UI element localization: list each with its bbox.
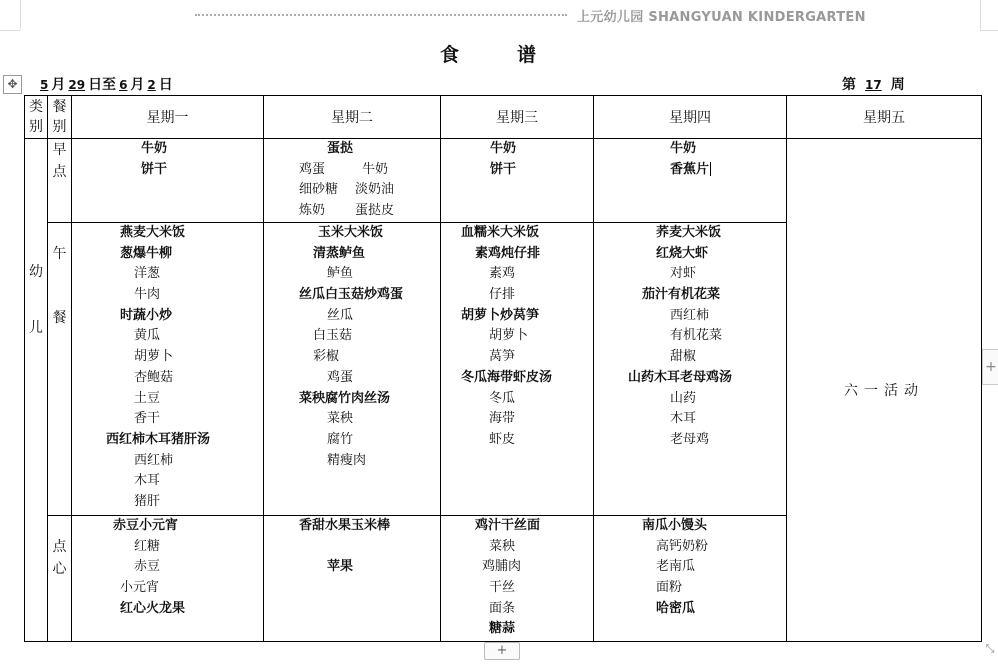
month-char: 月: [130, 77, 145, 93]
table-move-handle-icon[interactable]: ✥: [3, 75, 22, 94]
week-value: 17: [865, 78, 882, 92]
header-dotted-line: [195, 14, 567, 16]
month-char: 月: [51, 77, 66, 93]
lunch-thursday[interactable]: 荞麦大米饭 红烧大虾 对虾 茄汁有机花菜 西红柿 有机花菜 甜椒 山药木耳老母鸡汤 山药 木耳 老母鸡: [594, 223, 787, 516]
header-friday: 星期五: [787, 96, 982, 139]
header-brand: 上元幼儿园 SHANGYUAN KINDERGARTEN: [577, 10, 866, 25]
margin-mark: [980, 30, 998, 31]
category-cell: 幼 儿: [25, 139, 48, 642]
snack-thursday[interactable]: 南瓜小馒头 高钙奶粉 老南瓜 面粉 哈密瓜: [594, 516, 787, 642]
breakfast-wednesday[interactable]: 牛奶 饼干: [441, 139, 594, 223]
breakfast-thursday[interactable]: 牛奶 香蕉片: [594, 139, 787, 223]
end-month: 6: [119, 78, 128, 92]
table-resize-icon[interactable]: ⤡: [985, 642, 995, 655]
header-wednesday: 星期三: [441, 96, 594, 139]
page-title: [440, 40, 538, 67]
margin-mark: [0, 30, 20, 31]
header-monday: 星期一: [72, 96, 264, 139]
start-month: 5: [40, 78, 49, 92]
header-thursday: 星期四: [594, 96, 787, 139]
title-char-2: 谱: [517, 44, 539, 66]
lunch-wednesday[interactable]: 血糯米大米饭 素鸡炖仔排 素鸡 仔排 胡萝卜炒莴笋 胡萝卜 莴笋 冬瓜海带虾皮汤 冬瓜 海带 虾皮: [441, 223, 594, 516]
margin-mark: [980, 0, 981, 30]
meal-snack: 点 心: [48, 516, 72, 642]
week-prefix: 第: [842, 77, 856, 93]
start-day: 29: [68, 78, 86, 92]
header-tuesday: 星期二: [264, 96, 441, 139]
date-range: [37, 74, 173, 94]
breakfast-tuesday[interactable]: 蛋挞 鸡蛋 牛奶 细砂糖 淡奶油 炼奶 蛋挞皮: [264, 139, 441, 223]
snack-monday[interactable]: 赤豆小元宵 红糖 赤豆 小元宵 红心火龙果: [72, 516, 264, 642]
day-char: 日: [158, 77, 173, 93]
header-category: 类 别: [25, 96, 48, 139]
add-row-plus-icon[interactable]: +: [484, 642, 520, 660]
end-day: 2: [147, 78, 156, 92]
snack-tuesday[interactable]: 香甜水果玉米棒 苹果: [264, 516, 441, 642]
week-suffix: 周: [890, 77, 905, 93]
margin-mark: [20, 0, 21, 30]
header-meal: 餐 别: [48, 96, 72, 139]
lunch-monday[interactable]: 燕麦大米饭 葱爆牛柳 洋葱 牛肉 时蔬小炒 黄瓜 胡萝卜 杏鲍菇 土豆 香干 西红柿木耳猪肝汤 西红柿 木耳 猪肝: [72, 223, 264, 516]
snack-wednesday[interactable]: 鸡汁干丝面 菜秧 鸡脯肉 干丝 面条 糖蒜: [441, 516, 594, 642]
week-number: [842, 74, 905, 94]
title-char-1: 食: [440, 44, 462, 66]
meal-breakfast: 早 点: [48, 139, 72, 223]
meal-lunch: 午 餐: [48, 223, 72, 516]
lunch-tuesday[interactable]: 玉米大米饭 清蒸鲈鱼 鲈鱼 丝瓜白玉菇炒鸡蛋 丝瓜 白玉菇 彩椒 鸡蛋 菜秧腐竹肉丝汤 菜秧 腐竹 精瘦肉: [264, 223, 441, 516]
add-column-plus-icon[interactable]: +: [982, 349, 998, 385]
friday-activity[interactable]: 六一活动: [787, 139, 982, 642]
breakfast-monday[interactable]: 牛奶 饼干: [72, 139, 264, 223]
menu-table: [24, 95, 982, 642]
day-to: 日至: [88, 77, 117, 93]
